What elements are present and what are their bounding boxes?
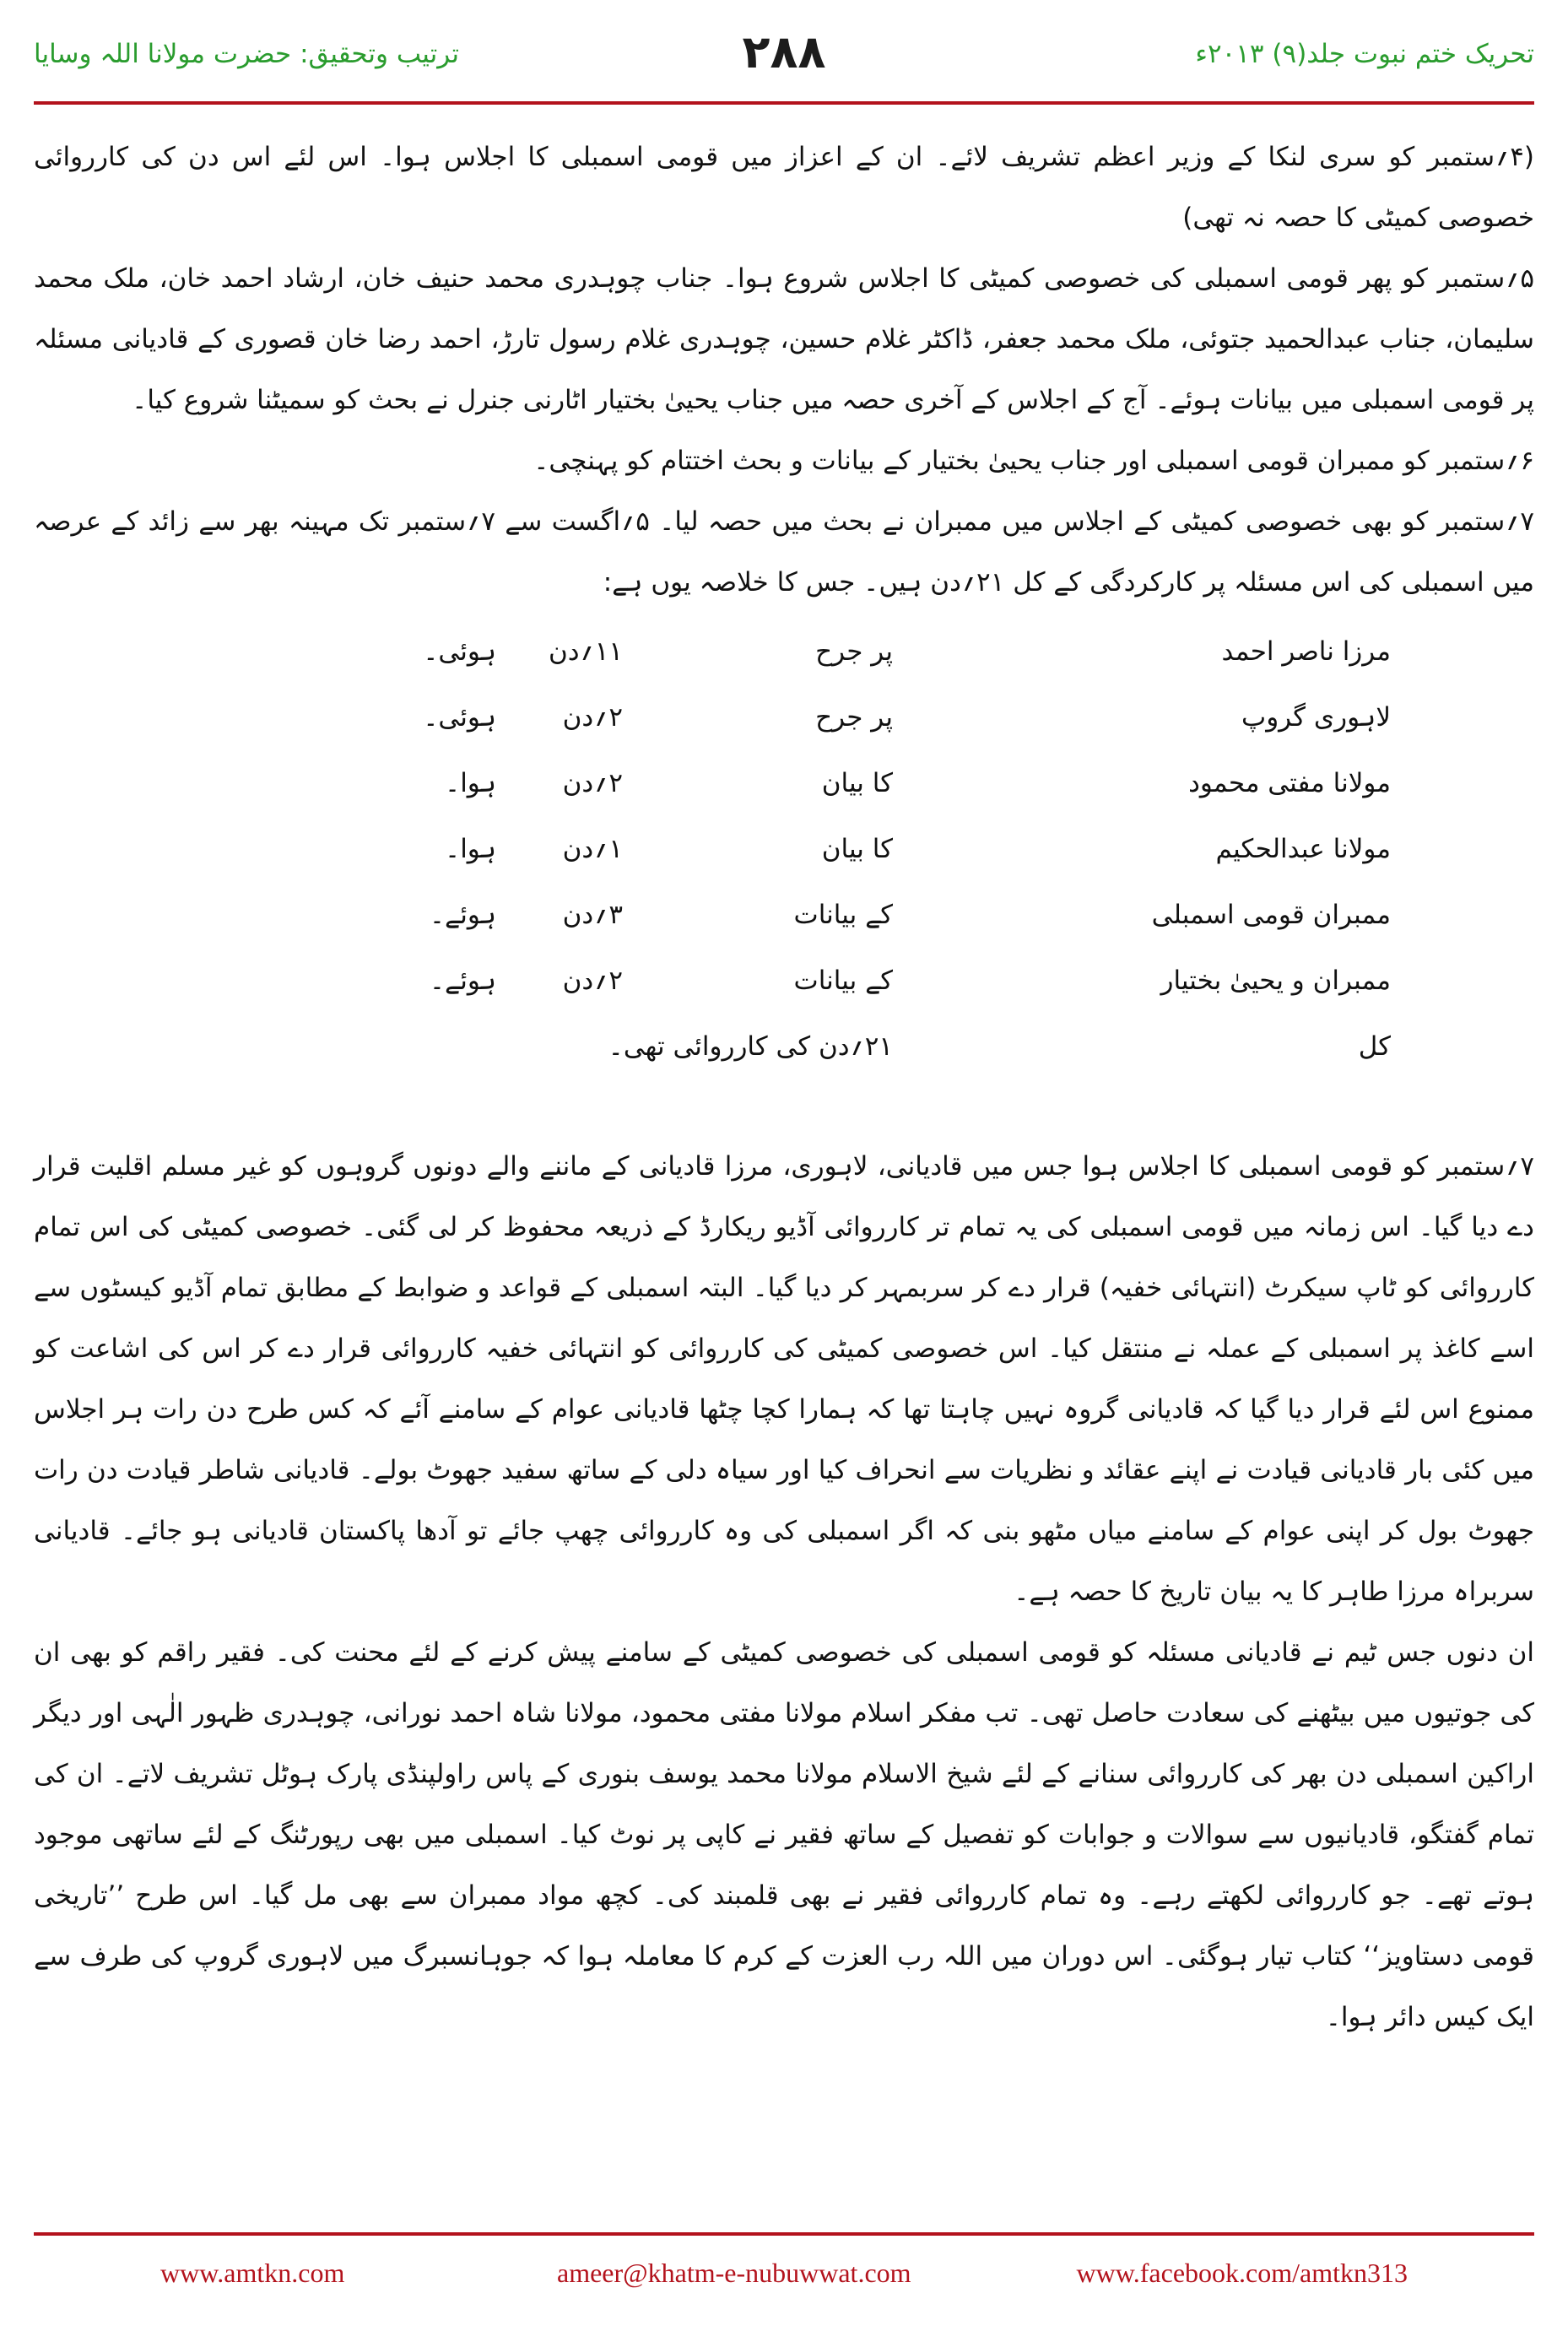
- book-title: تحریک ختم نبوت جلد(۹) ۲۰۱۳ء: [1195, 39, 1534, 69]
- summary-name: مرزا ناصر احمد: [1221, 636, 1391, 667]
- summary-type: کا بیان: [821, 834, 893, 864]
- footer-email-link[interactable]: ameer@khatm-e-nubuwwat.com: [557, 2258, 911, 2288]
- summary-type: کے بیانات: [793, 965, 893, 996]
- paragraph-sep7: ۷؍ستمبر کو بھی خصوصی کمیٹی کے اجلاس میں ممبران نے بحث میں حصہ لیا۔ ۵؍اگست سے ۷؍ستمبر تک مہینہ بھر سے زائد کے عرصہ میں اسمبلی کی اس مسئلہ پر کارکردگی کے کل ۲۱؍دن ہیں۔ جس کا خلاصہ یوں ہے:: [34, 506, 1534, 598]
- paragraph-sep6: ۶؍ستمبر کو ممبران قومی اسمبلی اور جناب یحییٰ بختیار کے بیانات و بحث اختتام کو پہنچی۔: [533, 446, 1534, 476]
- summary-name: لاہوری گروپ: [1241, 702, 1391, 733]
- paragraph-resolution: ۷؍ستمبر کو قومی اسمبلی کا اجلاس ہوا جس میں قادیانی، لاہوری، مرزا قادیانی کے ماننے والے دونوں گروہوں کو غیر مسلم اقلیت قرار دے دیا گیا۔ اس زمانہ میں قومی اسمبلی کی یہ تمام تر کارروائی آڈیو ریکارڈ کے ذریعہ محفوظ کر لی گئی۔ خصوصی کمیٹی کی اس تمام کارروائی کو ٹاپ سیکرٹ (انتہائی خفیہ) قرار دے کر سربمہر کر دیا گیا۔ البتہ اسمبلی کے قواعد و ضوابط کے مطابق تمام آڈیو کیسٹوں سے اسے کاغذ پر اسمبلی کے عملہ نے منتقل کیا۔ اس خصوصی کمیٹی کی کارروائی کو انتہائی خفیہ کارروائی قرار دے کر اس کی اشاعت کو ممنوع اس لئے قرار دیا گیا کہ قادیانی گروہ نہیں چاہتا تھا کہ ہمارا کچا چٹھا قادیانی عوام کے سامنے آئے کہ کس طرح دن رات ہر اجلاس میں کئی بار قادیانی قیادت نے اپنے عقائد و نظریات سے انحراف کیا اور سیاہ دلی کے ساتھ سفید جھوٹ بولے۔ قادیانی شاطر قیادت دن رات جھوٹ بول کر اپنی عوام کے سامنے میاں مٹھو بنی کہ اگر اسمبلی کی وہ کارروائی چھپ جائے تو آدھا پاکستان قادیانی ہو جائے۔ قادیانی سربراہ مرزا طاہر کا یہ بیان تاریخ کا حصہ ہے۔: [34, 1151, 1534, 1607]
- summary-total-text: ۲۱؍دن کی کارروائی تھی۔: [608, 1031, 893, 1062]
- summary-days: ۲؍دن: [562, 965, 623, 996]
- summary-row: [34, 753, 1534, 820]
- compiler-credit: ترتیب وتحقیق: حضرت مولانا اللہ وسایا: [34, 39, 460, 69]
- summary-verb: ہوا۔: [445, 834, 496, 864]
- summary-name: ممبران و یحییٰ بختیار: [1160, 965, 1391, 996]
- summary-verb: ہوا۔: [445, 768, 496, 798]
- summary-verb: ہوئے۔: [429, 900, 496, 930]
- summary-days: ۱؍دن: [562, 834, 623, 864]
- summary-name: ممبران قومی اسمبلی: [1151, 900, 1391, 930]
- summary-type: کے بیانات: [793, 900, 893, 930]
- page-number: ۲۸۸: [742, 25, 826, 78]
- summary-days: ۲؍دن: [562, 702, 623, 733]
- summary-row: [34, 819, 1534, 886]
- summary-row: [34, 621, 1534, 689]
- summary-type: پر جرح: [815, 636, 893, 667]
- summary-row: [34, 950, 1534, 1018]
- summary-type: کا بیان: [821, 768, 893, 798]
- summary-row: [34, 687, 1534, 755]
- paragraph-sep5: ۵؍ستمبر کو پھر قومی اسمبلی کی خصوصی کمیٹی کا اجلاس شروع ہوا۔ جناب چوہدری محمد حنیف خان، ارشاد احمد خان، ملک محمد سلیمان، جناب عبدالحمید جتوئی، ملک محمد جعفر، ڈاکٹر غلام حسین، چوہدری غلام رسول تارڑ، احمد رضا خان قصوری کے قادیانی مسئلہ پر قومی اسمبلی میں بیانات ہوئے۔ آج کے اجلاس کے آخری حصہ میں جناب یحییٰ بختیار اٹارنی جنرل نے بحث کو سمیٹنا شروع کیا۔: [34, 263, 1534, 415]
- summary-table: [34, 613, 1534, 1136]
- summary-verb: ہوئی۔: [423, 636, 496, 667]
- summary-name: مولانا مفتی محمود: [1188, 768, 1391, 798]
- page-body: [34, 127, 1534, 2047]
- paragraph-sep4: (۴؍ستمبر کو سری لنکا کے وزیر اعظم تشریف لائے۔ ان کے اعزاز میں قومی اسمبلی کا اجلاس ہوا۔ اس لئے اس دن کی کارروائی خصوصی کمیٹی کا حصہ نہ تھی): [34, 142, 1534, 233]
- summary-days: ۲؍دن: [562, 768, 623, 798]
- summary-total-label: کل: [1358, 1031, 1391, 1062]
- summary-days: ۳؍دن: [562, 900, 623, 930]
- footer-facebook-link[interactable]: www.facebook.com/amtkn313: [1076, 2258, 1408, 2288]
- summary-days: ۱۱؍دن: [548, 636, 623, 667]
- summary-name: مولانا عبدالحکیم: [1215, 834, 1391, 864]
- summary-row: [34, 884, 1534, 952]
- page-header: [34, 25, 1534, 105]
- summary-type: پر جرح: [815, 702, 893, 733]
- paragraph-team: ان دنوں جس ٹیم نے قادیانی مسئلہ کو قومی اسمبلی کی خصوصی کمیٹی کے سامنے پیش کرنے کے لئے محنت کی۔ فقیر راقم کو بھی ان کی جوتیوں میں بیٹھنے کی سعادت حاصل تھی۔ تب مفکر اسلام مولانا مفتی محمود، مولانا شاہ احمد نورانی، چوہدری ظہور الٰہی اور دیگر اراکین اسمبلی دن بھر کی کارروائی سنانے کے لئے شیخ الاسلام مولانا محمد یوسف بنوری کے پاس راولپنڈی پارک ہوٹل تشریف لاتے۔ ان کی تمام گفتگو، قادیانیوں سے سوالات و جوابات کو تفصیل کے ساتھ فقیر نے کاپی پر نوٹ کیا۔ اسمبلی میں بھی رپورٹنگ کے لئے ساتھی موجود ہوتے تھے۔ جو کارروائی لکھتے رہے۔ وہ تمام کارروائی فقیر نے بھی قلمبند کی۔ کچھ مواد ممبران سے بھی مل گیا۔ اس طرح ’’تاریخی قومی دستاویز‘‘ کتاب تیار ہوگئی۔ اس دوران میں اللہ رب العزت کے کرم کا معاملہ ہوا کہ جوہانسبرگ میں لاہوری گروپ کی طرف سے ایک کیس دائر ہوا۔: [34, 1637, 1534, 2032]
- summary-verb: ہوئی۔: [423, 702, 496, 733]
- footer-website-link[interactable]: www.amtkn.com: [160, 2258, 345, 2288]
- summary-total-row: [34, 1016, 1534, 1084]
- summary-verb: ہوئے۔: [429, 965, 496, 996]
- page-footer: [34, 2232, 1534, 2316]
